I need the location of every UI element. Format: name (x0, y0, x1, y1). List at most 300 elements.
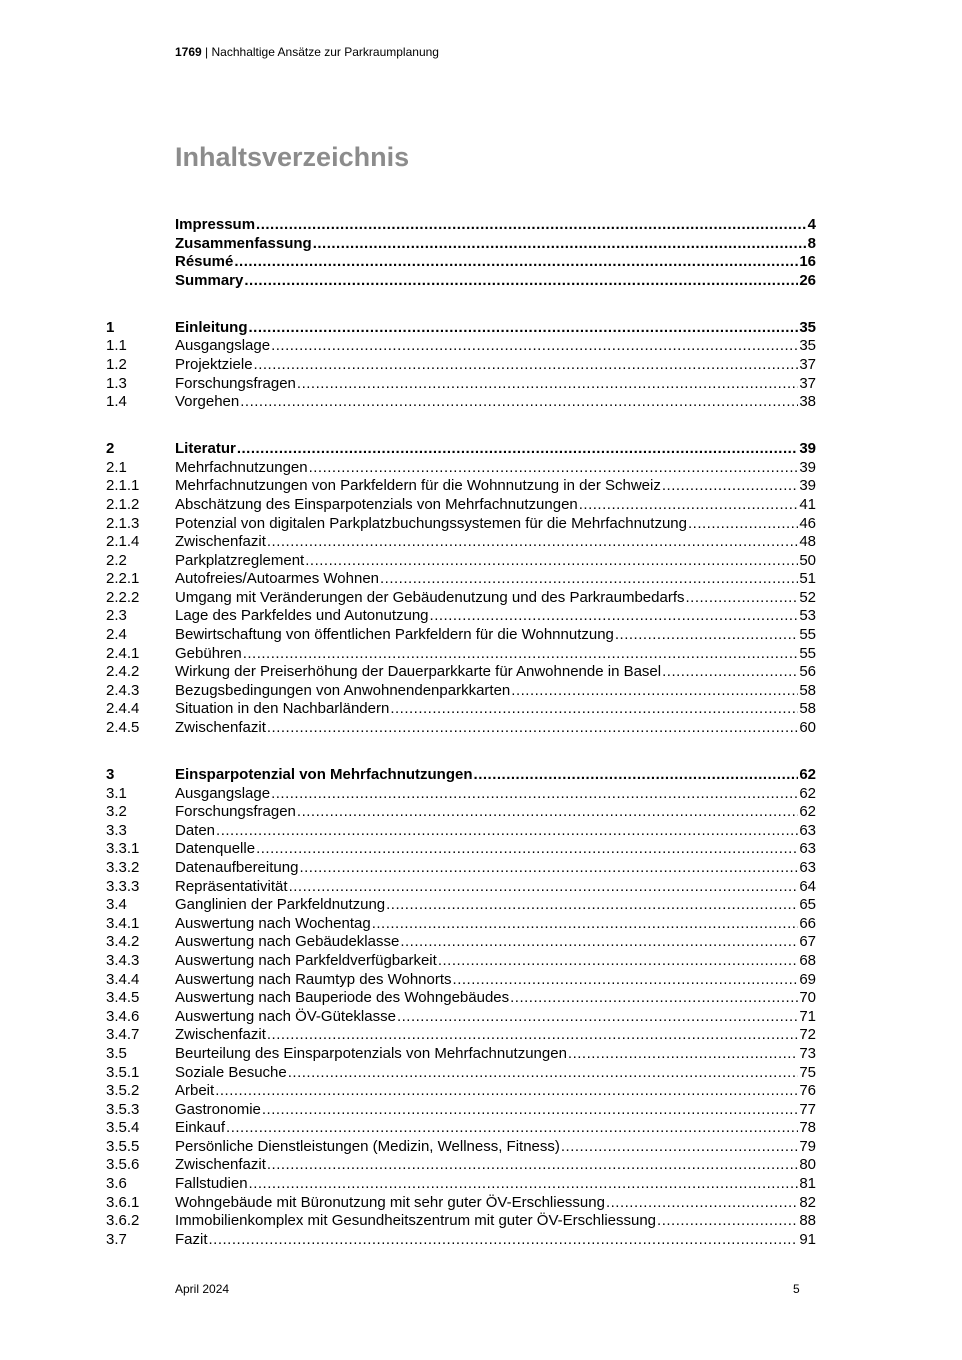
toc-entry-label[interactable]: Auswertung nach Raumtyp des Wohnorts (175, 970, 452, 988)
toc-entry-number: 3.5.5 (106, 1137, 140, 1155)
toc-entry[interactable] (106, 989, 816, 1008)
toc-entry-number: 3.5.6 (106, 1156, 140, 1174)
toc-entry-label[interactable]: Bewirtschaftung von öffentlichen Parkfeldern für die Wohnnutzung (175, 626, 614, 644)
toc-entry[interactable] (106, 552, 816, 571)
toc-entry-page[interactable]: 62 (799, 784, 816, 802)
toc-entry[interactable] (106, 1119, 816, 1138)
toc-entry-number: 2.4.2 (106, 663, 140, 681)
toc-entry-page[interactable]: 51 (799, 570, 816, 588)
toc-entry-label[interactable]: Soziale Besuche (175, 1063, 287, 1081)
toc-entry-label[interactable]: Ganglinien der Parkfeldnutzung (175, 896, 386, 914)
toc-entry-number: 2.1.4 (106, 533, 140, 551)
toc-entry-number: 3.4.7 (106, 1026, 140, 1044)
toc-entry-label[interactable]: Einsparpotenzial von Mehrfachnutzungen (175, 766, 473, 784)
toc-entry-page[interactable]: 82 (799, 1193, 816, 1211)
toc-entry-label[interactable]: Lage des Parkfeldes und Autonutzung (175, 607, 429, 625)
toc-entry[interactable] (106, 477, 816, 496)
toc-entry[interactable] (106, 803, 816, 822)
footer-page-number: 5 (793, 1282, 800, 1296)
dot-leader (438, 952, 799, 971)
dot-leader (511, 682, 798, 701)
toc-entry-page[interactable]: 60 (799, 719, 816, 737)
toc-entry-page[interactable]: 64 (799, 877, 816, 895)
toc-entry-line (175, 766, 816, 785)
toc-entry[interactable] (106, 971, 816, 990)
toc-entry-label[interactable]: Immobilienkomplex mit Gesundheitszentrum mit guter ÖV-Erschliessung (175, 1212, 657, 1230)
toc-entry-page[interactable]: 26 (799, 271, 816, 289)
toc-entry-line (175, 1045, 816, 1064)
toc-entry[interactable] (106, 216, 816, 235)
toc-entry[interactable] (106, 1082, 816, 1101)
section-gap (106, 290, 816, 318)
dot-leader (297, 803, 798, 822)
toc-entry[interactable] (106, 253, 816, 272)
toc-entry-page[interactable]: 62 (799, 803, 816, 821)
dot-leader (313, 235, 807, 254)
toc-entry-page[interactable]: 68 (799, 951, 816, 969)
toc-entry-page[interactable]: 53 (799, 607, 816, 625)
toc-entry[interactable] (106, 607, 816, 626)
toc-entry-page[interactable]: 78 (799, 1119, 816, 1137)
toc-entry-label[interactable]: Mehrfachnutzungen (175, 458, 308, 476)
toc-entry-line (175, 803, 816, 822)
toc-entry-line (175, 319, 816, 338)
toc-entry-label[interactable]: Repräsentativität (175, 877, 288, 895)
section-gap (106, 738, 816, 766)
toc-entry-label[interactable]: Zusammenfassung (175, 234, 312, 252)
toc-entry-page[interactable]: 75 (799, 1063, 816, 1081)
toc-entry[interactable] (106, 440, 816, 459)
dot-leader (216, 822, 798, 841)
toc-entry-number: 3.3.2 (106, 858, 140, 876)
toc-entry[interactable] (106, 682, 816, 701)
dot-leader (430, 607, 799, 626)
toc-entry[interactable] (106, 663, 816, 682)
toc-entry-number: 2.1.2 (106, 495, 140, 513)
toc-entry[interactable] (106, 785, 816, 804)
toc-entry-page[interactable]: 38 (799, 393, 816, 411)
toc-entry-page[interactable]: 55 (799, 626, 816, 644)
toc-entry-label[interactable]: Beurteilung des Einsparpotenzials von Mehrfachnutzungen (175, 1044, 567, 1062)
toc-entry-page[interactable]: 73 (799, 1044, 816, 1062)
toc-entry-number: 3.3.1 (106, 840, 140, 858)
toc-entry-page[interactable]: 63 (799, 858, 816, 876)
header-separator: | (201, 45, 212, 59)
toc-entry[interactable] (106, 1026, 816, 1045)
dot-leader (474, 766, 799, 785)
toc-entry-line (175, 1175, 816, 1194)
toc-entry-line (175, 356, 816, 375)
toc-entry-line (175, 1156, 816, 1175)
toc-entry[interactable] (106, 915, 816, 934)
toc-entry-label[interactable]: Gastronomie (175, 1100, 261, 1118)
toc-entry[interactable] (106, 840, 816, 859)
toc-entry-number: 3.4.5 (106, 989, 140, 1007)
toc-entry[interactable] (106, 822, 816, 841)
toc-entry-label[interactable]: Datenaufbereitung (175, 858, 299, 876)
toc-entry-number: 1 (106, 318, 115, 336)
toc-entry-label[interactable]: Forschungsfragen (175, 803, 296, 821)
toc-entry-line (175, 915, 816, 934)
toc-entry-page[interactable]: 4 (807, 216, 816, 233)
toc-entry-page[interactable]: 65 (799, 896, 816, 914)
toc-entry-number: 3.6 (106, 1175, 127, 1193)
toc-entry-page[interactable]: 63 (799, 840, 816, 858)
report-number: 1769 (175, 45, 202, 59)
dot-leader (271, 785, 798, 804)
toc-entry-line (175, 896, 816, 915)
toc-entry-page[interactable]: 35 (799, 318, 816, 336)
dot-leader (271, 337, 798, 356)
toc-entry-number: 2.1 (106, 458, 127, 476)
toc-entry-label[interactable]: Umgang mit Veränderungen der Gebäudenutzung und des Parkraumbedarfs (175, 588, 685, 606)
toc-entry-number: 2.2.1 (106, 570, 140, 588)
toc-entry-line (175, 1212, 816, 1231)
dot-leader (305, 552, 798, 571)
toc-entry-line (175, 700, 816, 719)
toc-entry-number: 3.1 (106, 784, 127, 802)
toc-entry-label[interactable]: Einkauf (175, 1119, 226, 1137)
dot-leader (249, 319, 799, 338)
toc-entry-label[interactable]: Parkplatzreglement (175, 551, 305, 569)
toc-entry-number: 1.2 (106, 355, 127, 373)
toc-entry-page[interactable]: 58 (799, 700, 816, 718)
dot-leader (256, 216, 807, 235)
toc-entry-number: 2.2 (106, 551, 127, 569)
toc-entry-number: 2.3 (106, 607, 127, 625)
toc-entry[interactable] (106, 1212, 816, 1231)
toc-entry-label[interactable]: Daten (175, 821, 216, 839)
toc-entry-line (175, 375, 816, 394)
footer-date: April 2024 (175, 1282, 230, 1296)
toc-entry[interactable] (106, 952, 816, 971)
dot-leader (568, 1045, 798, 1064)
toc-entry-page[interactable]: 58 (799, 681, 816, 699)
toc-entry-line (175, 1008, 816, 1027)
toc-entry-page[interactable]: 70 (799, 989, 816, 1007)
dot-leader (254, 356, 799, 375)
toc-entry-page[interactable]: 37 (799, 355, 816, 373)
toc-entry-label[interactable]: Mehrfachnutzungen von Parkfeldern für die Wohnnutzung in der Schweiz (175, 477, 661, 495)
toc-entry-page[interactable]: 81 (799, 1175, 816, 1193)
toc-entry-page[interactable]: 39 (799, 440, 816, 458)
toc-entry-line (175, 1082, 816, 1101)
toc-entry-page[interactable]: 46 (799, 514, 816, 532)
toc-entry-line (175, 272, 816, 291)
toc-entry-line (175, 626, 816, 645)
toc-entry-line (175, 459, 816, 478)
toc-entry[interactable] (106, 719, 816, 738)
dot-leader (267, 533, 798, 552)
toc-entry-number: 2.4.5 (106, 719, 140, 737)
toc-entry-page[interactable]: 37 (799, 374, 816, 392)
toc-entry-line (175, 663, 816, 682)
dot-leader (390, 700, 798, 719)
dot-leader (267, 719, 798, 738)
toc-entry-line (175, 216, 816, 235)
toc-entry-line (175, 719, 816, 738)
toc-entry-label[interactable]: Zwischenfazit (175, 719, 266, 737)
toc-entry-label[interactable]: Arbeit (175, 1082, 215, 1100)
toc-entry-page[interactable]: 63 (799, 821, 816, 839)
toc-entry-number: 3.5.4 (106, 1119, 140, 1137)
toc-entry-line (175, 682, 816, 701)
toc-entry-line (175, 515, 816, 534)
toc-entry-label[interactable]: Auswertung nach ÖV-Güteklasse (175, 1007, 396, 1025)
toc-entry-line (175, 1194, 816, 1213)
toc-entry-number: 2.4.3 (106, 681, 140, 699)
toc-entry-line (175, 971, 816, 990)
toc-entry-page[interactable]: 52 (799, 588, 816, 606)
toc-entry-page[interactable]: 67 (799, 933, 816, 951)
dot-leader (309, 459, 799, 478)
toc-entry-page[interactable]: 72 (799, 1026, 816, 1044)
toc-entry-label[interactable]: Forschungsfragen (175, 374, 296, 392)
dot-leader (662, 663, 798, 682)
toc-entry[interactable] (106, 1064, 816, 1083)
toc-entry-line (175, 822, 816, 841)
toc-entry-label[interactable]: Wohngebäude mit Büronutzung mit sehr guter ÖV-Erschliessung (175, 1193, 605, 1211)
toc-entry-page[interactable]: 76 (799, 1082, 816, 1100)
toc-entry-label[interactable]: Fazit (175, 1230, 208, 1248)
toc-entry-label[interactable]: Summary (175, 271, 244, 289)
dot-leader (267, 1026, 798, 1045)
dot-leader (297, 375, 798, 394)
toc-entry[interactable] (106, 896, 816, 915)
toc-entry[interactable] (106, 533, 816, 552)
dot-leader (249, 1175, 799, 1194)
toc-entry-number: 3.2 (106, 803, 127, 821)
toc-entry[interactable] (106, 496, 816, 515)
toc-entry-line (175, 1101, 816, 1120)
toc-entry-label[interactable]: Persönliche Dienstleistungen (Medizin, Wellness, Fitness) (175, 1137, 560, 1155)
toc-entry-number: 1.4 (106, 393, 127, 411)
toc-entry[interactable] (106, 459, 816, 478)
toc-entry-line (175, 1138, 816, 1157)
toc-entry-label[interactable]: Ausgangslage (175, 337, 271, 355)
toc-entry-label[interactable]: Abschätzung des Einsparpotenzials von Mehrfachnutzungen (175, 495, 578, 513)
toc-entry-page[interactable]: 50 (799, 551, 816, 569)
toc-entry-label[interactable]: Wirkung der Preiserhöhung der Dauerparkkarte für Anwohnende in Basel (175, 663, 662, 681)
toc-entry-number: 3.4.4 (106, 970, 140, 988)
toc-entry-page[interactable]: 88 (799, 1212, 816, 1230)
toc-entry-page[interactable]: 8 (807, 234, 816, 252)
toc-entry-number: 2.2.2 (106, 588, 140, 606)
toc-entry-number: 3.4.6 (106, 1007, 140, 1025)
toc-entry-page[interactable]: 77 (799, 1100, 816, 1118)
dot-leader (510, 989, 798, 1008)
toc-entry[interactable] (106, 1008, 816, 1027)
toc-entry[interactable] (106, 626, 816, 645)
table-of-contents (106, 216, 816, 1249)
toc-entry-page[interactable]: 66 (799, 914, 816, 932)
toc-entry-line (175, 570, 816, 589)
toc-entry-page[interactable]: 56 (799, 663, 816, 681)
toc-entry-label[interactable]: Résumé (175, 253, 234, 271)
toc-entry-number: 3.4.1 (106, 914, 140, 932)
toc-entry-label[interactable]: Projektziele (175, 355, 253, 373)
toc-entry[interactable] (106, 375, 816, 394)
toc-entry[interactable] (106, 272, 816, 291)
dot-leader (686, 589, 799, 608)
toc-entry[interactable] (106, 356, 816, 375)
toc-entry-line (175, 859, 816, 878)
toc-entry-number: 2.4 (106, 626, 127, 644)
toc-entry[interactable] (106, 1194, 816, 1213)
toc-entry-number: 3.5.3 (106, 1100, 140, 1118)
toc-entry[interactable] (106, 1045, 816, 1064)
toc-entry-page[interactable]: 79 (799, 1137, 816, 1155)
toc-entry[interactable] (106, 235, 816, 254)
toc-entry-line (175, 440, 816, 459)
toc-entry-page[interactable]: 55 (799, 644, 816, 662)
dot-leader (226, 1119, 798, 1138)
running-header (175, 45, 439, 59)
toc-entry-label[interactable]: Auswertung nach Bauperiode des Wohngebäudes (175, 989, 510, 1007)
toc-entry-label[interactable]: Ausgangslage (175, 784, 271, 802)
toc-entry-number: 3.3.3 (106, 877, 140, 895)
toc-entry-number: 1.1 (106, 337, 127, 355)
toc-entry-label[interactable]: Vorgehen (175, 393, 240, 411)
toc-entry-page[interactable]: 39 (799, 477, 816, 495)
toc-entry-label[interactable]: Zwischenfazit (175, 1026, 266, 1044)
toc-entry-line (175, 477, 816, 496)
toc-entry-line (175, 1026, 816, 1045)
dot-leader (288, 1064, 799, 1083)
toc-entry-number: 3.5.1 (106, 1063, 140, 1081)
toc-entry-label[interactable]: Autofreies/Autoarmes Wohnen (175, 570, 380, 588)
toc-entry-number: 3.3 (106, 821, 127, 839)
dot-leader (579, 496, 799, 515)
toc-entry-page[interactable]: 39 (799, 458, 816, 476)
toc-entry-label[interactable]: Zwischenfazit (175, 1156, 266, 1174)
toc-entry[interactable] (106, 1156, 816, 1175)
toc-entry-label[interactable]: Auswertung nach Gebäudeklasse (175, 933, 400, 951)
toc-entry[interactable] (106, 589, 816, 608)
toc-entry-number: 2.1.3 (106, 514, 140, 532)
toc-entry-label[interactable]: Auswertung nach Parkfeldverfügbarkeit (175, 951, 437, 969)
toc-entry-number: 3.5.2 (106, 1082, 140, 1100)
dot-leader (662, 477, 798, 496)
toc-entry-page[interactable]: 48 (799, 533, 816, 551)
toc-entry-number: 3.6.2 (106, 1212, 140, 1230)
toc-entry-line (175, 645, 816, 664)
toc-entry[interactable] (106, 700, 816, 719)
toc-entry-page[interactable]: 62 (799, 766, 816, 784)
dot-leader (215, 1082, 798, 1101)
toc-entry-line (175, 607, 816, 626)
dot-leader (615, 626, 798, 645)
toc-entry[interactable] (106, 570, 816, 589)
toc-entry-line (175, 253, 816, 272)
dot-leader (209, 1231, 799, 1250)
dot-leader (240, 393, 798, 412)
toc-entry-label[interactable]: Einleitung (175, 318, 248, 336)
dot-leader (372, 915, 799, 934)
toc-entry-number: 3.4.2 (106, 933, 140, 951)
toc-entry[interactable] (106, 645, 816, 664)
toc-entry-label[interactable]: Zwischenfazit (175, 533, 266, 551)
toc-entry-line (175, 235, 816, 254)
dot-leader (289, 878, 799, 897)
toc-entry[interactable] (106, 1101, 816, 1120)
dot-leader (380, 570, 798, 589)
toc-entry-number: 2.4.1 (106, 644, 140, 662)
toc-entry-page[interactable]: 91 (799, 1230, 816, 1248)
toc-entry-label[interactable]: Literatur (175, 440, 236, 458)
toc-entry-number: 2.1.1 (106, 477, 140, 495)
toc-entry-line (175, 1119, 816, 1138)
dot-leader (657, 1212, 798, 1231)
toc-entry-label[interactable]: Datenquelle (175, 840, 256, 858)
dot-leader (299, 859, 798, 878)
toc-entry-number: 3 (106, 766, 115, 784)
dot-leader (267, 1156, 798, 1175)
toc-entry-number: 1.3 (106, 374, 127, 392)
toc-entry[interactable] (106, 1175, 816, 1194)
toc-entry-page[interactable]: 71 (799, 1007, 816, 1025)
dot-leader (397, 1008, 798, 1027)
toc-entry-page[interactable]: 41 (799, 495, 816, 513)
toc-entry-line (175, 589, 816, 608)
toc-entry-line (175, 785, 816, 804)
toc-entry-label[interactable]: Bezugsbedingungen von Anwohnendenparkkarten (175, 681, 511, 699)
toc-entry-number: 2.4.4 (106, 700, 140, 718)
dot-leader (237, 440, 798, 459)
toc-entry-line (175, 952, 816, 971)
toc-entry-line (175, 393, 816, 412)
toc-entry-page[interactable]: 16 (799, 253, 816, 271)
toc-entry-page[interactable]: 35 (799, 337, 816, 355)
toc-entry-line (175, 496, 816, 515)
toc-entry[interactable] (106, 515, 816, 534)
dot-leader (606, 1194, 798, 1213)
toc-entry[interactable] (106, 1231, 816, 1250)
dot-leader (386, 896, 798, 915)
toc-entry-number: 3.5 (106, 1044, 127, 1062)
toc-entry-page[interactable]: 69 (799, 970, 816, 988)
toc-entry-line (175, 840, 816, 859)
report-title: Nachhaltige Ansätze zur Parkraumplanung (211, 45, 439, 59)
toc-entry-number: 2 (106, 440, 115, 458)
toc-entry-label[interactable]: Situation in den Nachbarländern (175, 700, 390, 718)
toc-entry-label[interactable]: Impressum (175, 216, 256, 233)
toc-entry-label[interactable]: Auswertung nach Wochentag (175, 914, 371, 932)
toc-entry-label[interactable]: Potenzial von digitalen Parkplatzbuchungssystemen für die Mehrfachnutzung (175, 514, 687, 532)
toc-entry[interactable] (106, 878, 816, 897)
dot-leader (243, 645, 799, 664)
toc-entry-line (175, 533, 816, 552)
dot-leader (561, 1138, 798, 1157)
toc-entry-label[interactable]: Fallstudien (175, 1175, 248, 1193)
toc-entry-line (175, 337, 816, 356)
toc-entry[interactable] (106, 393, 816, 412)
toc-entry[interactable] (106, 337, 816, 356)
section-gap (106, 412, 816, 440)
toc-entry[interactable] (106, 859, 816, 878)
toc-entry[interactable] (106, 1138, 816, 1157)
toc-entry-line (175, 1231, 816, 1250)
toc-entry-label[interactable]: Gebühren (175, 644, 242, 662)
toc-entry[interactable] (106, 319, 816, 338)
toc-entry-line (175, 989, 816, 1008)
toc-entry[interactable] (106, 933, 816, 952)
dot-leader (244, 272, 798, 291)
dot-leader (256, 840, 798, 859)
page-title: Inhaltsverzeichnis (175, 142, 410, 172)
toc-entry[interactable] (106, 766, 816, 785)
toc-entry-page[interactable]: 80 (799, 1156, 816, 1174)
